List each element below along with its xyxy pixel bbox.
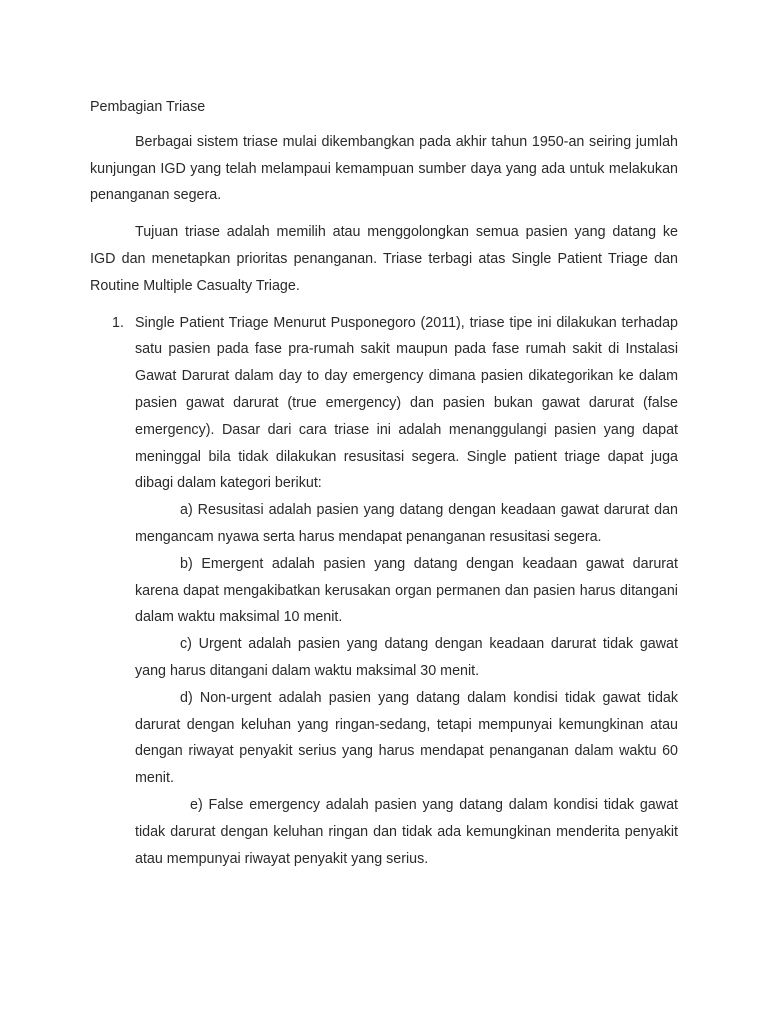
sub-item: b) Emergent adalah pasien yang datang dengan keadaan gawat darurat karena dapat mengakibatkan kerusakan organ permanen dan pasien harus ditangani dalam waktu maksimal 10 menit. <box>135 555 678 626</box>
list-item <box>90 310 678 873</box>
sub-item: e) False emergency adalah pasien yang datang dalam kondisi tidak gawat tidak darurat dengan keluhan ringan dan tidak ada kemungkinan menderita penyakit atau mempunyai riwayat penyakit yang serius. <box>135 796 678 867</box>
list-item-text: Single Patient Triage Menurut Pusponegoro (2011), triase tipe ini dilakukan terhadap satu pasien pada fase pra-rumah sakit maupun pada fase rumah sakit di Instalasi Gawat Darurat dalam day to day emergency dimana pasien dikategorikan ke dalam pasien gawat darurat (true emergency) dan pasien bukan gawat darurat (false emergency). Dasar dari cara triase ini adalah menanggulangi pasien yang dapat meninggal bila tidak dilakukan resusitasi segera. Single patient triage dapat juga dibagi dalam kategori berikut: <box>135 314 678 492</box>
paragraph: Tujuan triase adalah memilih atau menggolongkan semua pasien yang datang ke IGD dan menetapkan prioritas penanganan. Triase terbagi atas Single Patient Triage dan Routine Multiple Casualty Triage. <box>90 224 678 294</box>
list-number: 1. <box>112 314 124 331</box>
numbered-list <box>90 310 678 873</box>
sub-item: c) Urgent adalah pasien yang datang dengan keadaan darurat tidak gawat yang harus ditangani dalam waktu maksimal 30 menit. <box>135 636 678 679</box>
paragraph: Berbagai sistem triase mulai dikembangkan pada akhir tahun 1950-an seiring jumlah kunjungan IGD yang telah melampaui kemampuan sumber daya yang ada untuk melakukan penanganan segera. <box>90 133 678 204</box>
sub-item: a) Resusitasi adalah pasien yang datang dengan keadaan gawat darurat dan mengancam nyawa serta harus mendapat penanganan resusitasi segera. <box>135 502 678 545</box>
document-title: Pembagian Triase <box>90 99 206 115</box>
sub-item: d) Non-urgent adalah pasien yang datang dalam kondisi tidak gawat tidak darurat dengan keluhan yang ringan-sedang, tetapi mempunyai kemungkinan atau dengan riwayat penyakit serius yang harus mendapat penanganan dalam waktu 60 menit. <box>135 689 678 787</box>
